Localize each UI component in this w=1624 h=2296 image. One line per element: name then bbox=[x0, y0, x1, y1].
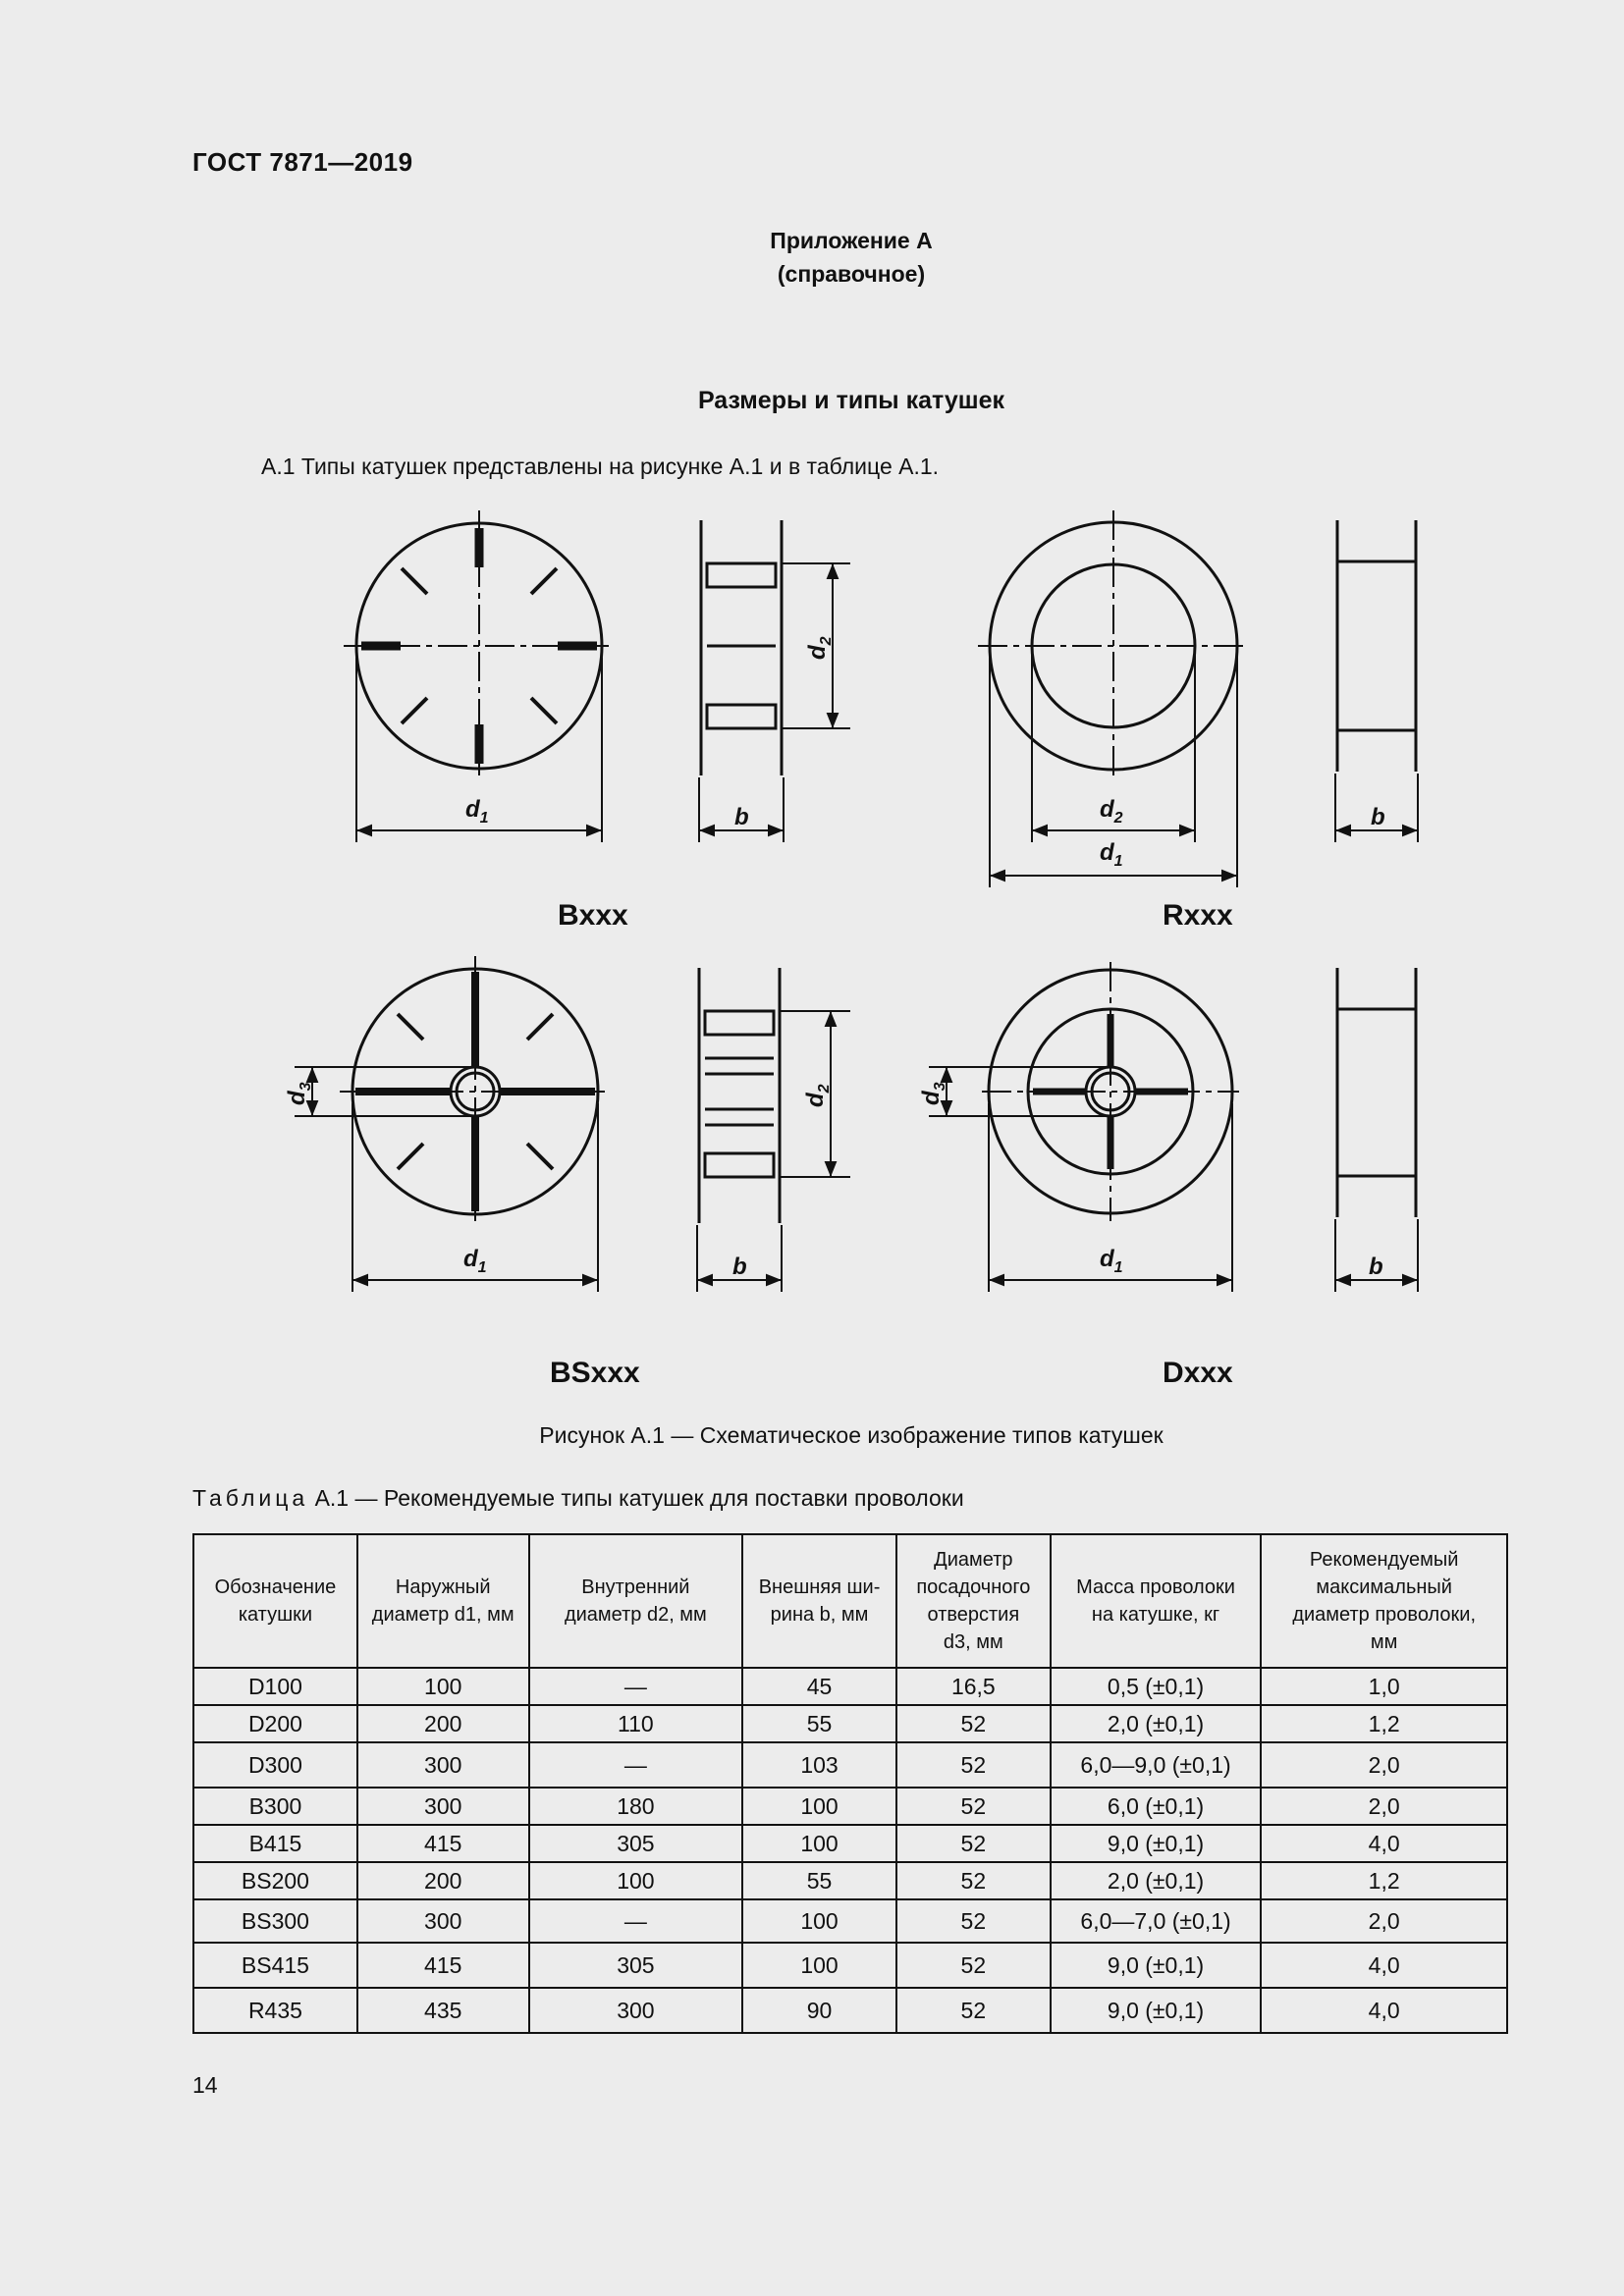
column-header-line: диаметр проволоки, bbox=[1292, 1604, 1476, 1626]
bxxx-side-view bbox=[699, 520, 850, 842]
table-cell: 100 bbox=[742, 1943, 896, 1988]
table-row bbox=[193, 1788, 1507, 1825]
bxxx-d2-label: $d_2$ bbox=[804, 636, 835, 660]
table-cell: 305 bbox=[529, 1943, 743, 1988]
column-header-line: катушки bbox=[238, 1604, 313, 1626]
column-header bbox=[1051, 1534, 1262, 1668]
table-cell: 90 bbox=[742, 1988, 896, 2033]
table-cell: 52 bbox=[896, 1862, 1051, 1899]
column-header-line: Диаметр bbox=[934, 1549, 1013, 1571]
table-cell: D100 bbox=[193, 1668, 357, 1705]
table-cell: 300 bbox=[357, 1899, 529, 1943]
table-cell: 415 bbox=[357, 1943, 529, 1988]
table-cell: 1,2 bbox=[1261, 1862, 1507, 1899]
bsxxx-d3-label: $d_3$ bbox=[284, 1082, 314, 1105]
table-cell: 16,5 bbox=[896, 1668, 1051, 1705]
table-cell: — bbox=[529, 1668, 743, 1705]
column-header-line: Масса проволоки bbox=[1076, 1576, 1235, 1598]
table-row bbox=[193, 1705, 1507, 1742]
table-cell: 100 bbox=[742, 1899, 896, 1943]
spool-label-bsxxx: BSxxx bbox=[550, 1357, 640, 1389]
standard-header: ГОСТ 7871—2019 bbox=[192, 147, 413, 177]
table-cell: 52 bbox=[896, 1825, 1051, 1862]
table-row bbox=[193, 1899, 1507, 1943]
annex-type: (справочное) bbox=[777, 261, 926, 287]
table-cell: 4,0 bbox=[1261, 1988, 1507, 2033]
column-header-line: Рекомендуемый bbox=[1309, 1549, 1459, 1571]
spool-types-table bbox=[192, 1533, 1508, 2034]
table-cell: 100 bbox=[357, 1668, 529, 1705]
rxxx-front-view bbox=[978, 510, 1249, 887]
bxxx-front-view bbox=[344, 510, 615, 842]
table-cell: D300 bbox=[193, 1742, 357, 1788]
section-title: Размеры и типы катушек bbox=[697, 387, 1005, 414]
table-cell: 305 bbox=[529, 1825, 743, 1862]
table-cell: D200 bbox=[193, 1705, 357, 1742]
table-cell: 52 bbox=[896, 1788, 1051, 1825]
bxxx-d1-label: $d_1$ bbox=[465, 796, 489, 827]
table-cell: 52 bbox=[896, 1943, 1051, 1988]
dxxx-d3-label: $d_3$ bbox=[918, 1082, 948, 1105]
table-cell: 2,0 (±0,1) bbox=[1051, 1862, 1262, 1899]
table-caption bbox=[192, 1485, 964, 1512]
table-cell: 1,0 bbox=[1261, 1668, 1507, 1705]
spool-label-bxxx: Bxxx bbox=[558, 899, 628, 932]
dxxx-b-label: b bbox=[1369, 1254, 1383, 1280]
table-row bbox=[193, 1742, 1507, 1788]
table-cell: 1,2 bbox=[1261, 1705, 1507, 1742]
table-row bbox=[193, 1943, 1507, 1988]
bxxx-b-label: b bbox=[734, 804, 749, 830]
rxxx-side-view bbox=[1335, 520, 1418, 842]
annex-title: Приложение А bbox=[770, 228, 933, 253]
table-cell: 200 bbox=[357, 1862, 529, 1899]
column-header-line: диаметр d2, мм bbox=[564, 1604, 707, 1626]
column-header bbox=[1261, 1534, 1507, 1668]
table-cell: 2,0 bbox=[1261, 1899, 1507, 1943]
table-cell: BS300 bbox=[193, 1899, 357, 1943]
table-cell: 103 bbox=[742, 1742, 896, 1788]
table-cell: 300 bbox=[357, 1788, 529, 1825]
rxxx-b-label: b bbox=[1371, 804, 1385, 830]
table-cell: 9,0 (±0,1) bbox=[1051, 1988, 1262, 2033]
table-row bbox=[193, 1988, 1507, 2033]
column-header-line: рина b, мм bbox=[770, 1604, 869, 1626]
table-cell: 100 bbox=[742, 1825, 896, 1862]
table-cell: 110 bbox=[529, 1705, 743, 1742]
table-cell: 2,0 bbox=[1261, 1788, 1507, 1825]
table-cell: 415 bbox=[357, 1825, 529, 1862]
table-cell: 4,0 bbox=[1261, 1943, 1507, 1988]
column-header bbox=[896, 1534, 1051, 1668]
column-header-line: d3, мм bbox=[943, 1631, 1003, 1653]
table-cell: B300 bbox=[193, 1788, 357, 1825]
column-header-line: посадочного bbox=[916, 1576, 1031, 1598]
table-cell: 100 bbox=[742, 1788, 896, 1825]
page-number: 14 bbox=[192, 2072, 218, 2098]
bsxxx-front-view bbox=[295, 956, 611, 1292]
table-cell: B415 bbox=[193, 1825, 357, 1862]
figure-caption: Рисунок А.1 — Схематическое изображение типов катушек bbox=[539, 1422, 1164, 1448]
column-header-line: максимальный bbox=[1316, 1576, 1452, 1598]
table-cell: 9,0 (±0,1) bbox=[1051, 1943, 1262, 1988]
table-cell: — bbox=[529, 1899, 743, 1943]
bsxxx-side-view bbox=[697, 968, 850, 1292]
spool-label-dxxx: Dxxx bbox=[1163, 1357, 1233, 1389]
table-cell: 2,0 bbox=[1261, 1742, 1507, 1788]
table-cell: 55 bbox=[742, 1705, 896, 1742]
spool-label-rxxx: Rxxx bbox=[1163, 899, 1233, 932]
table-row bbox=[193, 1825, 1507, 1862]
table-cell: 300 bbox=[529, 1988, 743, 2033]
bsxxx-b-label: b bbox=[732, 1254, 747, 1280]
table-cell: BS415 bbox=[193, 1943, 357, 1988]
table-cell: 6,0 (±0,1) bbox=[1051, 1788, 1262, 1825]
table-cell: 52 bbox=[896, 1988, 1051, 2033]
table-cell: 180 bbox=[529, 1788, 743, 1825]
table-row bbox=[193, 1862, 1507, 1899]
column-header bbox=[193, 1534, 357, 1668]
column-header bbox=[742, 1534, 896, 1668]
table-header-row bbox=[193, 1534, 1507, 1668]
column-header-line: диаметр d1, мм bbox=[371, 1604, 514, 1626]
bsxxx-d1-label: $d_1$ bbox=[463, 1246, 487, 1276]
table-cell: 52 bbox=[896, 1705, 1051, 1742]
table-cell: 52 bbox=[896, 1899, 1051, 1943]
column-header-line: Наружный bbox=[395, 1576, 491, 1598]
bsxxx-d2-label: $d_2$ bbox=[802, 1084, 833, 1107]
dxxx-side-view bbox=[1335, 968, 1418, 1292]
table-cell: 300 bbox=[357, 1742, 529, 1788]
table-cell: 6,0—7,0 (±0,1) bbox=[1051, 1899, 1262, 1943]
dxxx-d1-label: $d_1$ bbox=[1100, 1246, 1123, 1276]
table-cell: 435 bbox=[357, 1988, 529, 2033]
table-cell: — bbox=[529, 1742, 743, 1788]
table-cell: 2,0 (±0,1) bbox=[1051, 1705, 1262, 1742]
rxxx-d1-label: $d_1$ bbox=[1100, 839, 1123, 870]
column-header-line: мм bbox=[1370, 1631, 1398, 1653]
table-cell: 9,0 (±0,1) bbox=[1051, 1825, 1262, 1862]
column-header-line: на катушке, кг bbox=[1091, 1604, 1220, 1626]
column-header bbox=[357, 1534, 529, 1668]
table-cell: R435 bbox=[193, 1988, 357, 2033]
column-header-line: Внутренний bbox=[581, 1576, 690, 1598]
table-cell: 100 bbox=[529, 1862, 743, 1899]
table-cell: 45 bbox=[742, 1668, 896, 1705]
intro-paragraph: А.1 Типы катушек представлены на рисунке А.1 и в таблице А.1. bbox=[261, 454, 940, 479]
table-cell: BS200 bbox=[193, 1862, 357, 1899]
column-header-line: Внешняя ши- bbox=[758, 1576, 881, 1598]
table-cell: 55 bbox=[742, 1862, 896, 1899]
table-cell: 0,5 (±0,1) bbox=[1051, 1668, 1262, 1705]
table-cell: 52 bbox=[896, 1742, 1051, 1788]
table-body bbox=[193, 1668, 1507, 2033]
column-header-line: отверстия bbox=[927, 1604, 1020, 1626]
table-cell: 4,0 bbox=[1261, 1825, 1507, 1862]
table-row bbox=[193, 1668, 1507, 1705]
column-header-line: Обозначение bbox=[214, 1576, 337, 1598]
table-cell: 6,0—9,0 (±0,1) bbox=[1051, 1742, 1262, 1788]
dxxx-front-view bbox=[929, 962, 1239, 1292]
table-cell: 200 bbox=[357, 1705, 529, 1742]
table-caption-prefix: Таблица bbox=[192, 1485, 309, 1511]
column-header bbox=[529, 1534, 743, 1668]
rxxx-d2-label: $d_2$ bbox=[1100, 796, 1123, 827]
table-caption-text: А.1 — Рекомендуемые типы катушек для поставки проволоки bbox=[308, 1485, 964, 1511]
